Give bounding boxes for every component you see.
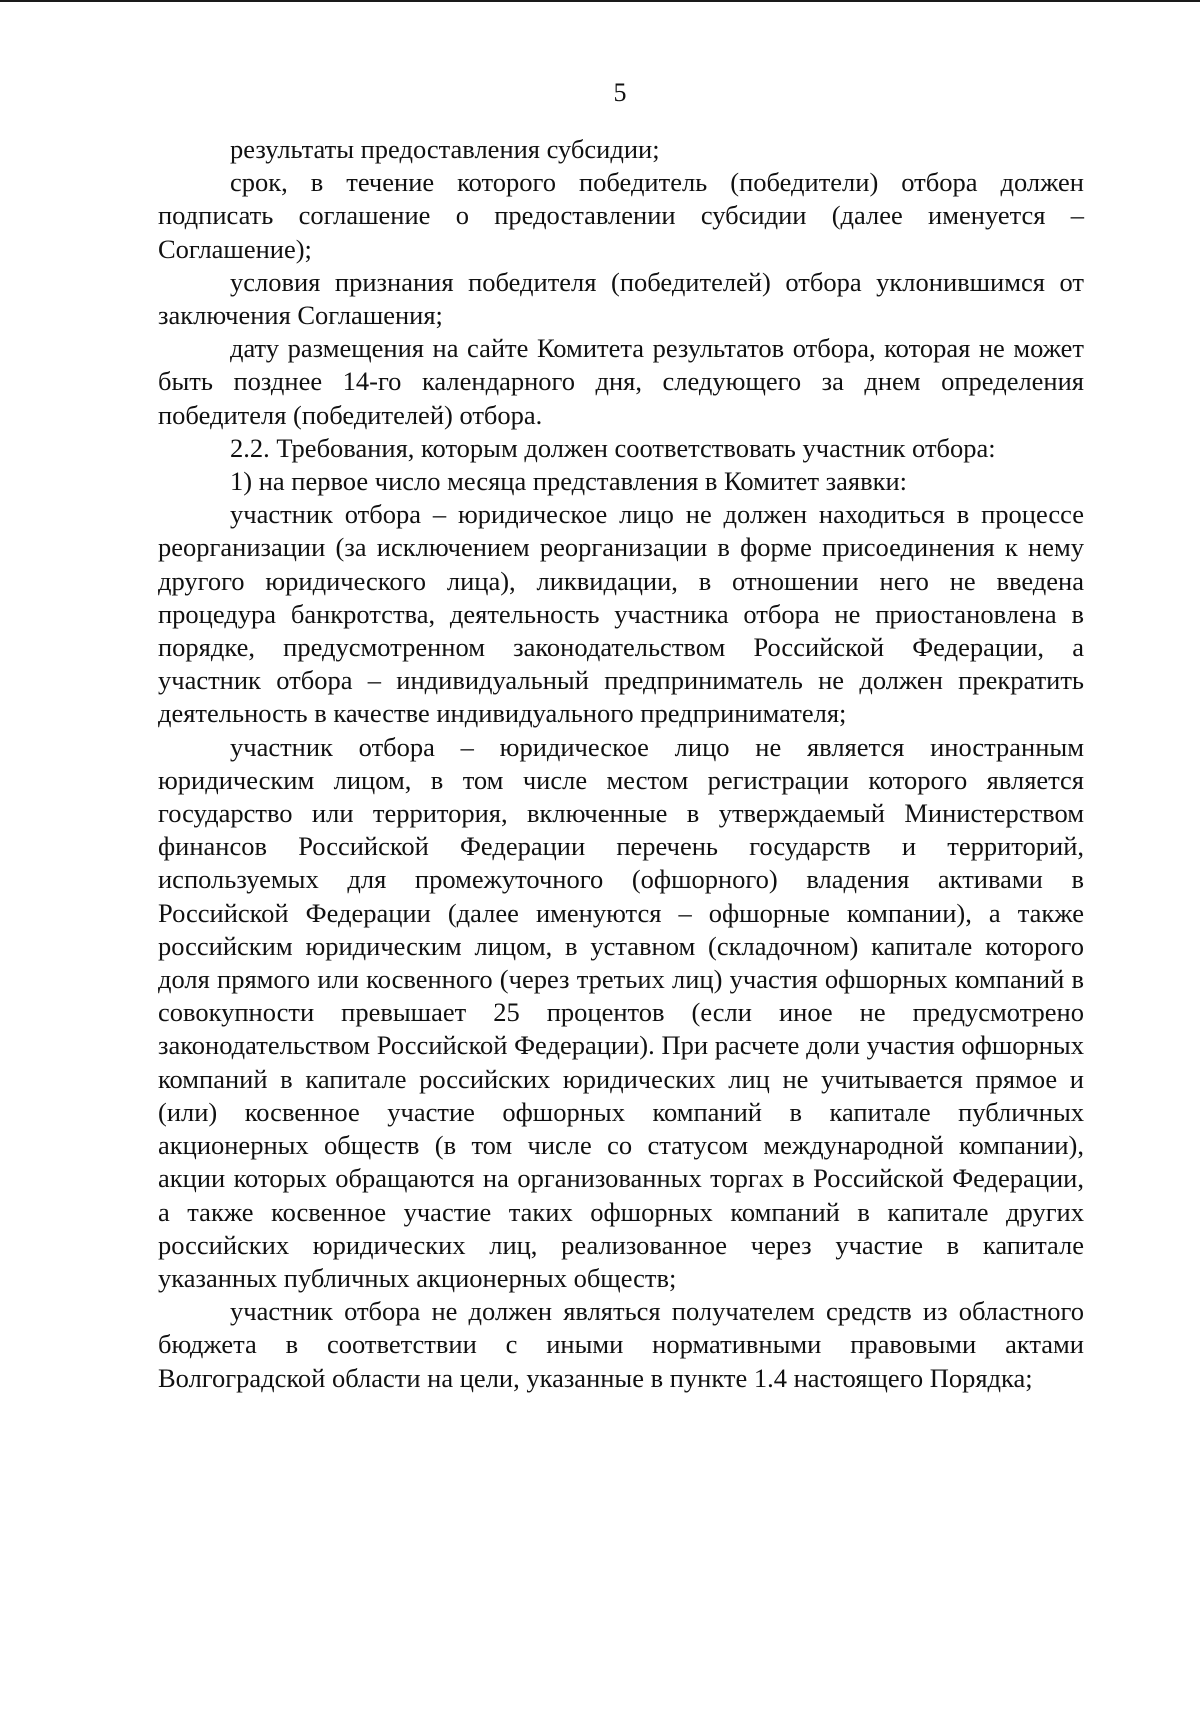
page-number: 5 <box>613 78 627 107</box>
scan-top-edge <box>0 0 1200 2</box>
paragraph-requirements-heading: 2.2. Требования, которым должен соответствовать участник отбора: <box>230 432 996 463</box>
paragraph-evasion-conditions: условия признания победителя (победителей) отбора уклонившимся от заключения Соглашения; <box>158 266 1084 331</box>
paragraph-requirements-date: 1) на первое число месяца представления в Комитет заявки: <box>230 466 908 497</box>
paragraph-publication-date: дату размещения на сайте Комитета результатов отбора, которая не может быть позднее 14-го календарного дня, следующего за днем определения победителя (победителей) отбора. <box>158 333 1084 430</box>
document-body <box>158 133 1084 1395</box>
paragraph-budget-recipient: участник отбора не должен являться получателем средств из областного бюджета в соответствии с иными нормативными правовыми актами Волгоградской области на цели, указанные в пункте 1.4 настоящего Порядка; <box>158 1296 1084 1393</box>
paragraph-signing-deadline: срок, в течение которого победитель (победители) отбора должен подписать соглашение о предоставлении субсидии (далее именуется – Соглашение); <box>158 167 1084 264</box>
paragraph-subsidy-results: результаты предоставления субсидии; <box>230 134 660 164</box>
paragraph-reorganization: участник отбора – юридическое лицо не должен находиться в процессе реорганизации (за исключением реорганизации в форме присоединения к нему другого юридического лица), ликвидации, в отношении него не введена процедура банкротства, деятельность участника отбора не приостановлена в порядке, предусмотренном законодательством Российской Федерации, а участник отбора – индивидуальный предприниматель не должен прекратить деятельность в качестве индивидуального предпринимателя; <box>158 499 1084 729</box>
paragraph-offshore: участник отбора – юридическое лицо не является иностранным юридическим лицом, в том числе местом регистрации которого является государство или территория, включенные в утверждаемый Министерством финансов Российской Федерации перечень государств и территорий, используемых для промежуточного (офшорного) владения активами в Российской Федерации (далее именуются – офшорные компании), а также российским юридическим лицом, в уставном (складочном) капитале которого доля прямого или косвенного (через третьих лиц) участия офшорных компаний в совокупности превышает 25 процентов (если иное не предусмотрено законодательством Российской Федерации). При расчете доли участия офшорных компаний в капитале российских юридических лиц не учитывается прямое и (или) косвенное участие офшорных компаний в капитале публичных акционерных обществ (в том числе со статусом международной компании), акции которых обращаются на организованных торгах в Российской Федерации, а также косвенное участие таких офшорных компаний в капитале других российских юридических лиц, реализованное через участие в капитале указанных публичных акционерных обществ; <box>158 731 1084 1293</box>
